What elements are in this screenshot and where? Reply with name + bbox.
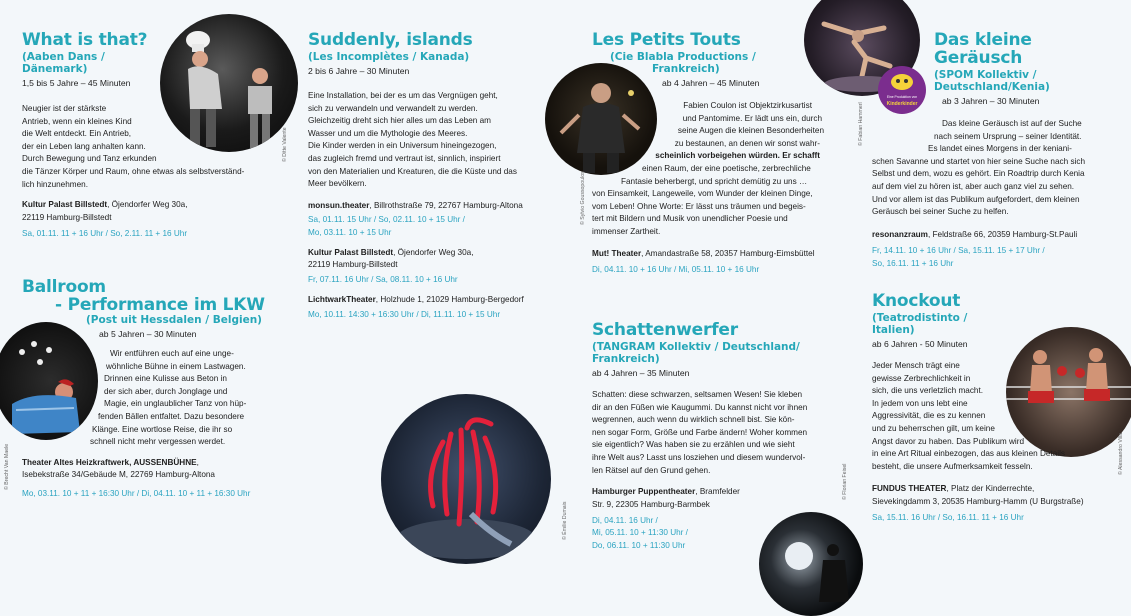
event-les-petits-touts — [592, 31, 842, 276]
event-venue: Mut! Theater, Amandastraße 58, 20357 Hamburg-Eimsbüttel — [592, 248, 815, 258]
event-venue-1: monsun.theater, Billrothstraße 79, 22767 Hamburg-Altona — [308, 200, 523, 210]
event-subtitle: (Teatrodistinto / — [872, 312, 968, 324]
event-title: What is that? — [22, 30, 148, 50]
event-description: Das kleine Geräusch ist auf der Suche nach seinem Ursprung – seiner Identität. Es landet eines Morgens in der keniani- schen Savanne und startet von hier seine Suche nach sich Selbst und dem, wozu es gehört. Ein Roadtrip durch Kenia auf dem viel zu hören ist, aber auch ganz viel zu sehen. Und vor allem ist das Publikum aufgefordert, dem kleinen Geräusch bei seiner Suche zu helfen. — [872, 119, 1086, 217]
event-subtitle: (TANGRAM Kollektiv / Deutschland/ — [592, 341, 800, 353]
event-dates: Sa, 01.11. 11 + 16 Uhr / So, 2.11. 11 + 16 Uhr — [22, 228, 188, 238]
credit-schattenwerfer: © Florian Feisel — [842, 463, 848, 500]
event-dates: Di, 04.11. 10 + 16 Uhr / Mi, 05.11. 10 + 16 Uhr — [592, 264, 760, 274]
event-subtitle: (Les Incomplètes / Kanada) — [308, 51, 470, 63]
event-dates-1: Sa, 01.11. 15 Uhr / So, 02.11. 10 + 15 Uhr / Mo, 03.11. 10 + 15 Uhr — [308, 215, 465, 237]
event-dates-2: Fr, 07.11. 16 Uhr / Sa, 08.11. 10 + 16 Uhr — [308, 274, 458, 284]
event-subtitle-2: Dänemark) — [22, 63, 88, 75]
event-venue-2: Kultur Palast Billstedt, Öjendorfer Weg 30a, 22119 Hamburg-Billstedt — [308, 247, 474, 270]
credit-what-is-that: © Ditte Valente — [282, 127, 288, 162]
event-age: ab 4 Jahren – 35 Minuten — [592, 368, 690, 378]
event-age: 2 bis 6 Jahre – 30 Minuten — [308, 66, 410, 76]
event-dates-3: Mo, 10.11. 14:30 + 16:30 Uhr / Di, 11.11. 10 + 15 Uhr — [308, 309, 501, 319]
event-description: Fabien Coulon ist Objektzirkusartist und Pantomime. Er lädt uns ein, durch seine Augen die kleinen Besonderheiten zu bestaunen, an denen wir sonst wahr- scheinlich vorbeigehen würden. Er schafft — [655, 101, 824, 161]
credit-suddenly-islands: © Émilie Dumais — [562, 501, 568, 540]
credit-les-petits-touts: © Sylvio Goussopoulos — [580, 171, 586, 225]
event-title: Das kleine Geräusch — [934, 30, 1032, 68]
badge-logo-text: Kinderkinder — [886, 101, 918, 107]
event-title: Schattenwerfer — [592, 320, 738, 340]
credit-knockout: © Alessandro Villa — [1118, 432, 1124, 475]
event-subtitle: (Post uit Hessdalen / Belgien) — [86, 314, 262, 326]
event-description: Neugier ist der stärkste Antrieb, wenn ein kleines Kind die Welt entdeckt. Ein Antrieb, der ein Leben lang anhalten kann. Durch Bewegung und Tanz erkunden die Tänzer Körper und Raum, ohne etwas als selbstverständ- lich hinzunehmen. — [22, 104, 245, 189]
event-description-2: einen Raum, der eine poetische, zerbrechliche Fantasie beherbergt, und spricht demütig zu uns … von Einsamkeit, Langeweile, vom Wunder der kleinen Dinge, vom Leben! Ohne Worte: Er lässt uns träumen und begeis- tert mit Bildern und Musik von unendlicher Poesie und immenser Zartheit. — [592, 163, 813, 236]
event-subtitle: (Cie Blabla Productions / — [610, 51, 756, 63]
event-subtitle-2: Italien) — [872, 324, 915, 336]
credit-das-kleine-geraeusch: © Fabian Hammerl — [858, 102, 864, 146]
event-age: ab 4 Jahren – 45 Minuten — [662, 78, 760, 88]
event-subtitle: (Aaben Dans / — [22, 51, 105, 63]
event-age: 1,5 bis 5 Jahre – 45 Minuten — [22, 78, 131, 88]
event-age: ab 5 Jahren – 30 Minuten — [99, 329, 197, 339]
event-subtitle-2: Frankreich) — [652, 63, 720, 75]
badge-caption: Eine Produktion von — [886, 95, 918, 99]
event-schattenwerfer — [592, 321, 842, 552]
event-venue: Hamburger Puppentheater, Bramfelder Str. 9, 22305 Hamburg-Barmbek — [592, 487, 740, 509]
event-subtitle: (SPOM Kollektiv / — [934, 69, 1037, 81]
event-subtitle-2: Deutschland/Kenia) — [934, 81, 1050, 93]
event-venue-3: LichtwarkTheater, Holzhude 1, 21029 Hamburg-Bergedorf — [308, 295, 524, 305]
event-venue: Kultur Palast Billstedt, Öjendorfer Weg 30a, 22119 Hamburg-Billstedt — [22, 200, 188, 222]
event-description: Wir entführen euch auf eine unge- wöhnliche Bühne in einem Lastwagen. Drinnen eine Kulisse aus Beton in der sich aber, durch Jonglage und Magie, ein unglaublicher Tanz von hüp- fenden Bällen entfaltet. Dazu besondere Klänge. Eine wortlose Reise, die ihr so schnell nicht mehr vergessen werdet. — [90, 349, 247, 447]
event-subtitle-2: Frankreich) — [592, 353, 660, 365]
event-venue: resonanzraum, Feldstraße 66, 20359 Hamburg-St.Pauli — [872, 229, 1078, 239]
event-description: Jeder Mensch trägt eine gewisse Zerbrechlichkeit in sich, die uns verletzlich macht. In jedem von uns lebt eine Aggressivität, die es zu kennen und zu beherrschen gilt, um keine Angst davor zu haben. Das Publikum wird in eine Art Ritual einbezogen, das aus kleinen Details besteht, die unsere Aufmerksamkeit fesseln. — [872, 361, 1065, 471]
event-dates: Fr, 14.11. 10 + 16 Uhr / Sa, 15.11. 15 + 17 Uhr / So, 16.11. 11 + 16 Uhr — [872, 246, 1045, 268]
event-description: Schatten: diese schwarzen, seltsamen Wesen! Sie kleben dir an den Füßen wie Kaugummi. Du kannst nicht vor ihnen wegrennen, auch wenn du wirklich schnell bist. Sie kön- nen sogar Form, Größe und Farbe ändern! Woher kommen sie eigentlich? Was haben sie zu erzählen und wie sieht ihre Welt aus? Lasst uns losziehen und diesem wundervol- len Rätsel auf den Grund gehen. — [592, 390, 808, 475]
photo-suddenly-islands — [381, 394, 551, 564]
event-knockout — [872, 292, 1122, 525]
event-description: Eine Installation, bei der es um das Vergnügen geht, sich zu verwandeln und verwandelt zu werden. Gleichzeitig dreht sich hier alles um das Leben am Wasser und um die Mythologie des Meeres. Die Kinder werden in ein Universum hineingezogen, das zugleich fremd und vertraut ist, sinnlich, inspiriert von den Materialien und Kreaturen, die die Küste und das Meer bevölkern. — [308, 91, 517, 189]
event-ballroom — [22, 278, 282, 500]
event-age: ab 6 Jahren - 50 Minuten — [872, 339, 968, 349]
event-title: Knockout — [872, 291, 961, 311]
event-title: Suddenly, islands — [308, 30, 473, 50]
event-title: Les Petits Touts — [592, 30, 741, 50]
event-suddenly-islands — [308, 31, 558, 321]
event-title-2: - Performance im LKW — [55, 295, 265, 315]
event-das-kleine-geraeusch — [872, 31, 1122, 270]
event-title: Ballroom — [22, 277, 106, 297]
event-what-is-that — [22, 31, 287, 240]
event-dates: Mo, 03.11. 10 + 11 + 16:30 Uhr / Di, 04.11. 10 + 11 + 16:30 Uhr — [22, 488, 251, 498]
event-dates: Di, 04.11. 16 Uhr / Mi, 05.11. 10 + 11:30 Uhr / Do, 06.11. 10 + 11:30 Uhr — [592, 515, 688, 550]
event-age: ab 3 Jahren – 30 Minuten — [942, 96, 1040, 106]
event-venue: Theater Altes Heizkraftwerk, AUSSENBÜHNE, Isebekstraße 34/Gebäude M, 22769 Hamburg-Altona — [22, 457, 215, 480]
credit-ballroom: © Brecht Van Maele — [4, 443, 10, 490]
event-dates: Sa, 15.11. 16 Uhr / So, 16.11. 11 + 16 Uhr — [872, 513, 1024, 523]
event-venue: FUNDUS THEATER, Platz der Kinderrechte, Sievekingdamm 3, 20535 Hamburg-Hamm (U Burgstraße) — [872, 484, 1084, 506]
